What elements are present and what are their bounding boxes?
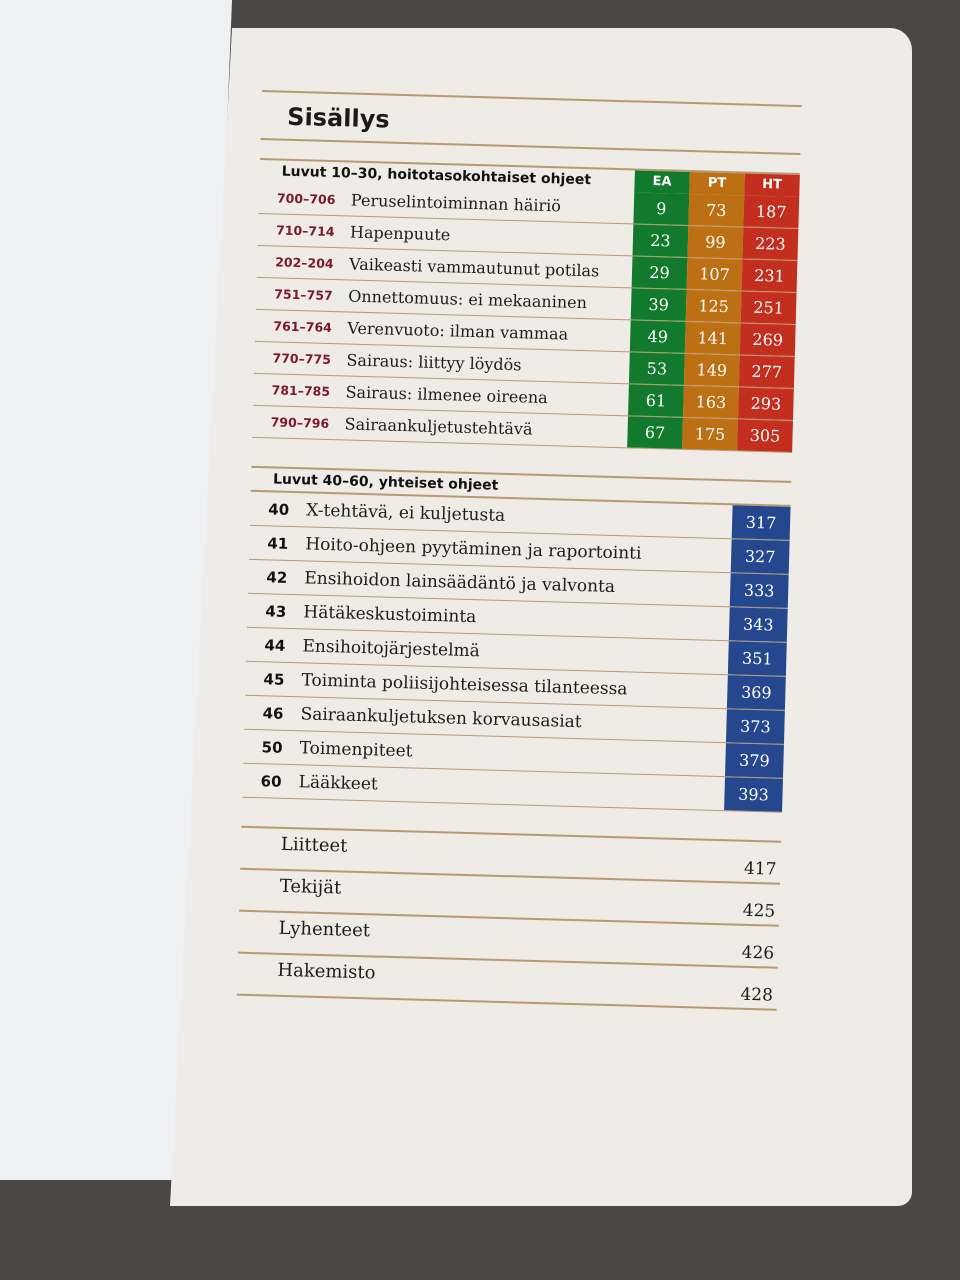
page-ht: 223 <box>742 227 798 260</box>
page-number: 351 <box>728 641 787 676</box>
page-number: 393 <box>724 777 783 812</box>
section-care-level-guidelines <box>252 158 800 453</box>
page-pt: 125 <box>686 290 742 323</box>
page-title: Sisällys <box>286 102 390 134</box>
chapter-number: 60 <box>260 771 282 791</box>
page-ht: 231 <box>742 259 798 292</box>
page-ea: 67 <box>627 416 683 449</box>
entry-title: Lyhenteet <box>278 917 371 942</box>
chapter-title: Lääkkeet <box>298 771 379 794</box>
page-ea: 49 <box>630 320 686 353</box>
chapter-code: 770–775 <box>272 350 332 368</box>
page-number: 417 <box>743 858 777 880</box>
page-ea: 39 <box>631 288 687 321</box>
chapter-title: Sairaankuljetustehtävä <box>344 414 533 439</box>
section1-rows <box>252 182 799 453</box>
page-number: 425 <box>742 900 776 922</box>
page-pt: 175 <box>682 418 738 451</box>
page-pt: 73 <box>688 194 744 227</box>
chapter-title: Sairaus: liittyy löydös <box>346 350 522 375</box>
chapter-number: 42 <box>266 567 288 587</box>
page-number: 333 <box>730 573 789 608</box>
column-header-pt: PT <box>689 172 745 196</box>
page-pt: 141 <box>685 322 741 355</box>
chapter-number: 45 <box>263 669 285 689</box>
chapter-title: Sairaus: ilmenee oireena <box>345 382 548 408</box>
page-number: 379 <box>725 743 784 778</box>
table-of-contents <box>237 90 802 1011</box>
chapter-code: 781–785 <box>271 382 331 400</box>
column-header-ht: HT <box>744 174 800 198</box>
page-ea: 9 <box>633 192 689 225</box>
chapter-title: Onnettomuus: ei mekaaninen <box>348 286 588 313</box>
chapter-title: Toiminta poliisijohteisessa tilanteessa <box>301 669 628 699</box>
section-shared-guidelines <box>242 466 791 813</box>
chapter-title: Hoito-ohjeen pyytäminen ja raportointi <box>305 533 642 564</box>
page-ht: 269 <box>740 323 796 356</box>
page-ht: 277 <box>739 355 795 388</box>
chapter-number: 46 <box>262 703 284 723</box>
chapter-title: Vaikeasti vammautunut potilas <box>348 254 600 281</box>
chapter-title: Verenvuoto: ilman vammaa <box>347 318 569 344</box>
chapter-code: 710–714 <box>275 222 335 240</box>
chapter-title: Peruselintoiminnan häiriö <box>350 190 562 216</box>
chapter-number: 50 <box>261 737 283 757</box>
chapter-number: 43 <box>265 601 287 621</box>
entry-title: Tekijät <box>279 875 342 899</box>
page-number: 373 <box>726 709 785 744</box>
page-ht: 293 <box>738 387 794 420</box>
chapter-code: 700–706 <box>276 190 336 208</box>
chapter-title: Toimenpiteet <box>299 737 413 761</box>
page-pt: 149 <box>684 354 740 387</box>
page-ht: 251 <box>741 291 797 324</box>
page-number: 369 <box>727 675 786 710</box>
chapter-number: 44 <box>264 635 286 655</box>
chapter-title: Hapenpuute <box>349 222 451 245</box>
page-ea: 61 <box>628 384 684 417</box>
entry-title: Hakemisto <box>277 959 376 984</box>
entry-title: Liitteet <box>280 833 348 857</box>
column-header-ea: EA <box>634 170 690 194</box>
page-pt: 99 <box>688 226 744 259</box>
page-ea: 23 <box>633 224 689 257</box>
page-ea: 29 <box>632 256 688 289</box>
page-pt: 107 <box>687 258 743 291</box>
chapter-code: 202–204 <box>274 254 334 272</box>
section2-heading: Luvut 40–60, yhteiset ohjeet <box>272 471 499 494</box>
page-ea: 53 <box>629 352 685 385</box>
chapter-number: 40 <box>268 499 290 519</box>
chapter-number: 41 <box>267 533 289 553</box>
chapter-title: Sairaankuljetuksen korvausasiat <box>300 703 582 732</box>
page-number: 426 <box>741 942 775 964</box>
chapter-title: Ensihoidon lainsäädäntö ja valvonta <box>304 567 616 597</box>
chapter-title: Hätäkeskustoiminta <box>303 601 477 627</box>
page-ht: 305 <box>737 419 793 452</box>
section1-heading: Luvut 10–30, hoitotasokohtaiset ohjeet <box>281 163 592 189</box>
page-number: 317 <box>732 505 791 540</box>
chapter-code: 790–796 <box>270 414 330 432</box>
chapter-code: 751–757 <box>274 286 333 304</box>
chapter-title: X-tehtävä, ei kuljetusta <box>306 499 506 526</box>
chapter-code: 761–764 <box>273 318 333 336</box>
page-number: 428 <box>740 984 774 1006</box>
page-number: 327 <box>731 539 790 574</box>
chapter-title: Ensihoitojärjestelmä <box>302 635 481 661</box>
page-number: 343 <box>729 607 788 642</box>
page-ht: 187 <box>743 196 799 229</box>
page-pt: 163 <box>683 386 739 419</box>
section-appendices <box>237 826 782 1011</box>
